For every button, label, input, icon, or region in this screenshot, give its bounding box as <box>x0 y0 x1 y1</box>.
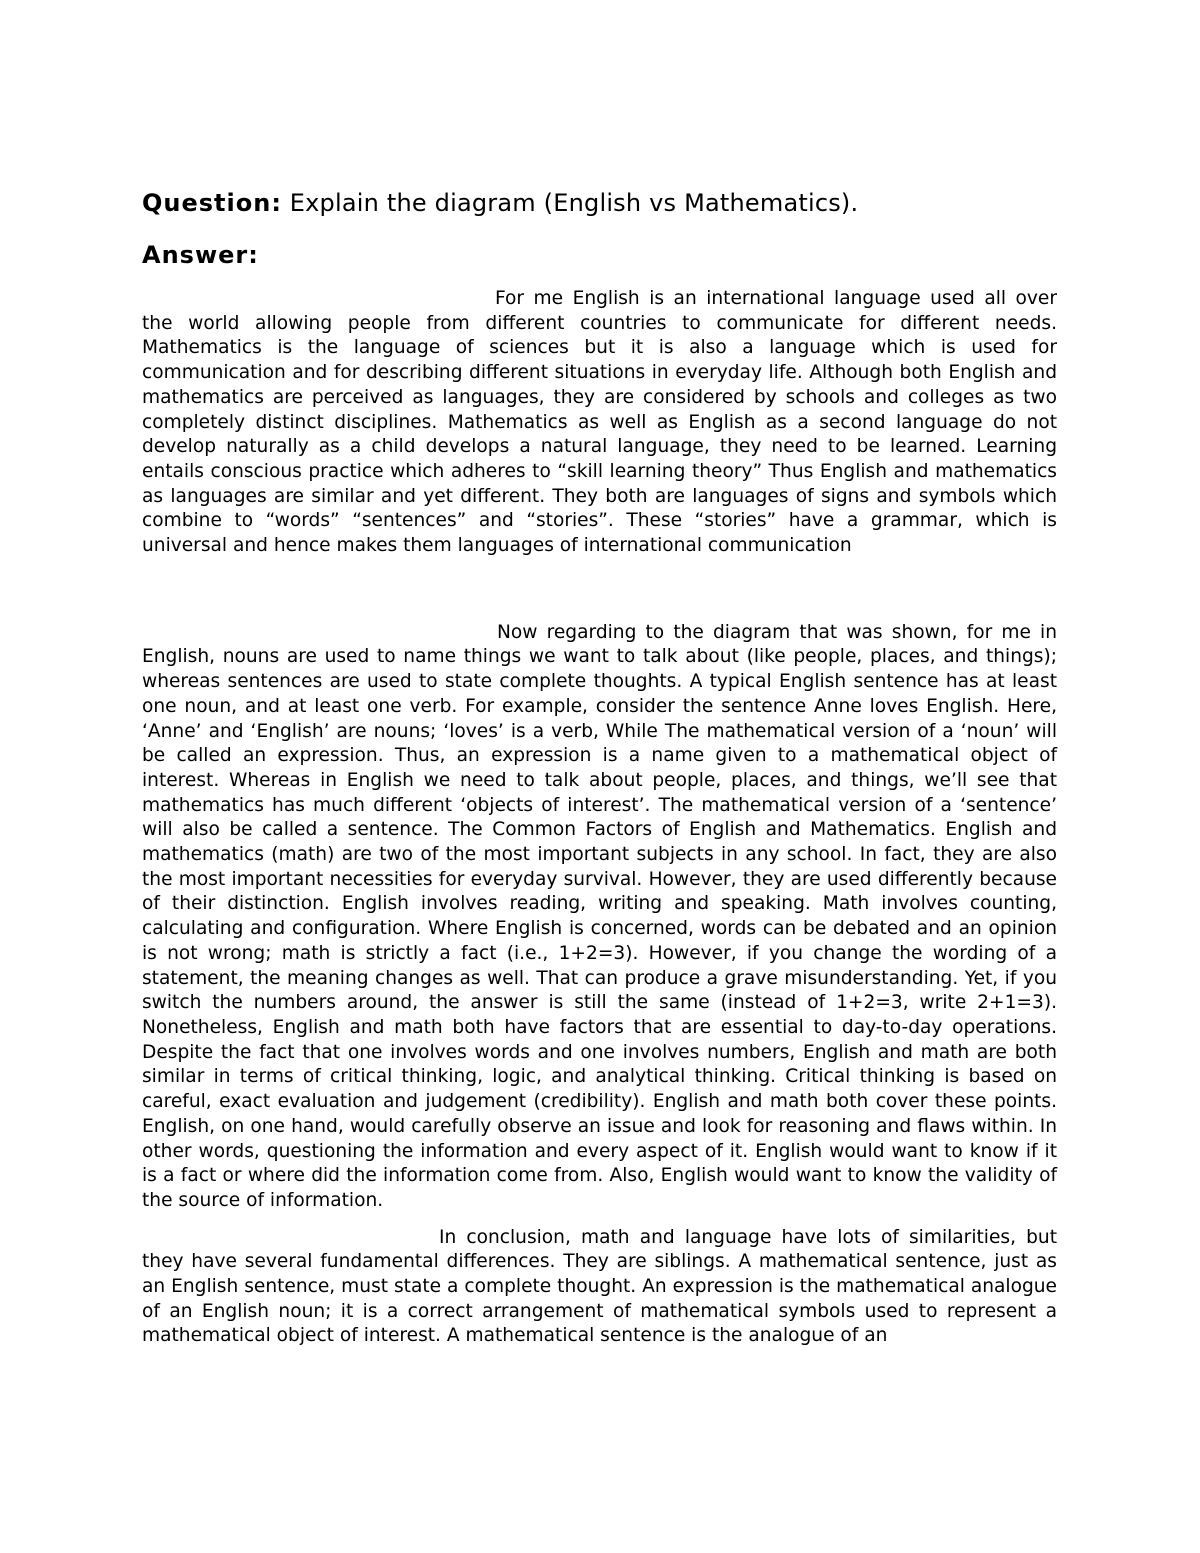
answer-paragraph-2: Now regarding to the diagram that was shown, for me in English, nouns are used to name things we want to talk about (like people, places, and things); whereas sentences are used to state complete thoughts. A typical English sentence has at least one noun, and at least one verb. For example, consider the sentence Anne loves English. Here, ‘Anne’ and ‘English’ are nouns; ‘loves’ is a verb, While The mathematical version of a ‘noun’ will be called an expression. Thus, an expression is a name given to a mathematical object of interest. Whereas in English we need to talk about people, places, and things, we’ll see that mathematics has much different ‘objects of interest’. The mathematical version of a ‘sentence’ will also be called a sentence. The Common Factors of English and Mathematics. English and mathematics (math) are two of the most important subjects in any school. In fact, they are also the most important necessities for everyday survival. However, they are used differently because of their distinction. English involves reading, writing and speaking. Math involves counting, calculating and configuration. Where English is concerned, words can be debated and an opinion is not wrong; math is strictly a fact (i.e., 1+2=3). However, if you change the wording of a statement, the meaning changes as well. That can produce a grave misunderstanding. Yet, if you switch the numbers around, the answer is still the same (instead of 1+2=3, write 2+1=3). Nonetheless, English and math both have factors that are essential to day-to-day operations. Despite the fact that one involves words and one involves numbers, English and math are both similar in terms of critical thinking, logic, and analytical thinking. Critical thinking is based on careful, exact evaluation and judgement (credibility). English and math both cover these points. English, on one hand, would carefully observe an issue and look for reasoning and flaws within. In other words, questioning the information and every aspect of it. English would want to know if it is a fact or where did the information come from. Also, English would want to know the validity of the source of information. <box>142 621 1057 1211</box>
document-page <box>142 188 1057 1349</box>
answer-paragraph-1: For me English is an international language used all over the world allowing people from different countries to communicate for different needs. Mathematics is the language of sciences but it is also a language which is used for communication and for describing different situations in everyday life. Although both English and mathematics are perceived as languages, they are considered by schools and colleges as two completely distinct disciplines. Mathematics as well as English as a second language do not develop naturally as a child develops a natural language, they need to be learned. Learning entails conscious practice which adheres to “skill learning theory” Thus English and mathematics as languages are similar and yet different. They both are languages of signs and symbols which combine to “words” “sentences” and “stories”. These “stories” have a grammar, which is universal and hence makes them languages of international communication <box>142 288 1057 557</box>
question-label: Question: <box>142 189 282 217</box>
question-text: Explain the diagram (English vs Mathematics). <box>281 189 859 217</box>
answer-heading: Answer: <box>142 241 259 269</box>
question-line <box>142 188 1057 218</box>
answer-paragraph-3: In conclusion, math and language have lots of similarities, but they have several fundamental differences. They are siblings. A mathematical sentence, just as an English sentence, must state a complete thought. An expression is the mathematical analogue of an English noun; it is a correct arrangement of mathematical symbols used to represent a mathematical object of interest. A mathematical sentence is the analogue of an <box>142 1226 1057 1347</box>
